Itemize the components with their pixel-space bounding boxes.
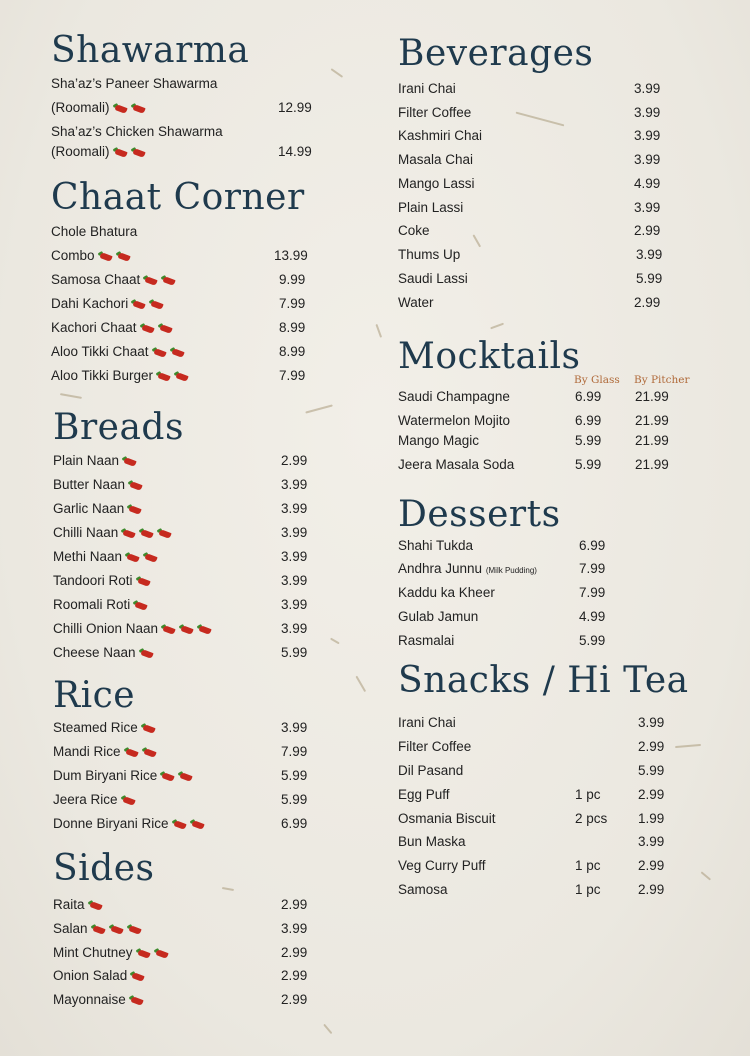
menu-item xyxy=(398,534,698,558)
item-name: Steamed Rice xyxy=(53,720,138,735)
item-price-pitcher: 21.99 xyxy=(635,389,669,404)
item-name: Filter Coffee xyxy=(398,739,472,754)
chili-pepper-icon xyxy=(178,771,193,781)
chili-pepper-icon xyxy=(174,371,189,381)
chili-pepper-icon xyxy=(113,103,128,113)
menu-item xyxy=(53,764,323,788)
section-desserts xyxy=(398,494,698,648)
chili-pepper-icon xyxy=(139,648,154,658)
chili-pepper-icon xyxy=(133,600,148,610)
item-name: Combo xyxy=(51,248,95,263)
menu-item xyxy=(398,581,698,605)
chili-pepper-icon xyxy=(127,924,142,934)
section-sides xyxy=(53,848,323,1007)
item-price: 3.99 xyxy=(634,200,661,215)
chili-pepper-icon xyxy=(125,552,140,562)
item-price: 2.99 xyxy=(281,968,308,983)
item-price: 6.99 xyxy=(579,538,606,553)
item-name: Filter Coffee xyxy=(398,105,472,120)
item-name: Dum Biryani Rice xyxy=(53,768,158,783)
item-name: Methi Naan xyxy=(53,549,123,564)
chili-pepper-icon xyxy=(131,103,146,113)
menu-item xyxy=(398,830,718,854)
item-name: Jeera Rice xyxy=(53,792,118,807)
item-name: Chole Bhatura xyxy=(51,224,138,239)
chili-pepper-icon xyxy=(170,347,185,357)
paper-fiber xyxy=(324,1024,333,1034)
chili-pepper-icon xyxy=(156,371,171,381)
menu-item xyxy=(398,605,698,629)
item-name: Aloo Tikki Chaat xyxy=(51,344,149,359)
chili-pepper-icon xyxy=(143,552,158,562)
item-name: Samosa xyxy=(398,882,448,897)
item-name: Sha’az’s Chicken Shawarma xyxy=(51,124,223,139)
section-snacks-hi-tea xyxy=(398,660,718,897)
item-name: Andhra Junnu xyxy=(398,561,483,576)
section-chaat-corner xyxy=(51,177,321,383)
section-shawarma xyxy=(51,30,321,159)
item-price: 12.99 xyxy=(278,100,312,115)
item-name: Masala Chai xyxy=(398,152,474,167)
column-header-by-glass: By Glass xyxy=(574,374,620,386)
item-name: Egg Puff xyxy=(398,787,450,802)
chili-pepper-icon xyxy=(130,971,145,981)
chili-pepper-icon xyxy=(121,795,136,805)
item-price: 3.99 xyxy=(634,105,661,120)
item-price: 3.99 xyxy=(638,715,665,730)
chili-pepper-icon xyxy=(127,504,142,514)
chili-pepper-icon xyxy=(143,275,158,285)
item-name: Kachori Chaat xyxy=(51,320,137,335)
item-price: 3.99 xyxy=(281,597,308,612)
item-name: Raita xyxy=(53,897,85,912)
chili-pepper-icon xyxy=(154,948,169,958)
item-price: 5.99 xyxy=(281,792,308,807)
chili-pepper-icon xyxy=(149,299,164,309)
chili-pepper-icon xyxy=(124,747,139,757)
paper-fiber xyxy=(60,393,82,398)
menu-item xyxy=(51,96,321,120)
item-name: Water xyxy=(398,295,434,310)
chili-pepper-icon xyxy=(109,924,124,934)
menu-item-name-line xyxy=(51,72,321,96)
item-price: 6.99 xyxy=(281,816,308,831)
menu-item xyxy=(53,893,323,917)
item-name: Osmania Biscuit xyxy=(398,811,496,826)
item-name: Watermelon Mojito xyxy=(398,413,511,428)
menu-item xyxy=(398,759,718,783)
menu-item xyxy=(51,244,321,268)
menu-item xyxy=(51,364,321,388)
menu-item xyxy=(51,268,321,292)
menu-item xyxy=(53,497,323,521)
section-title: Rice xyxy=(53,675,136,716)
item-price-glass: 5.99 xyxy=(575,457,602,472)
section-beverages xyxy=(398,33,698,310)
menu-item-name-line xyxy=(51,220,321,244)
item-name: Coke xyxy=(398,223,430,238)
item-price: 7.99 xyxy=(279,368,306,383)
item-name: Aloo Tikki Burger xyxy=(51,368,154,383)
item-name: Thums Up xyxy=(398,247,461,262)
item-name: Mandi Rice xyxy=(53,744,121,759)
section-rice xyxy=(53,675,323,831)
item-price-pitcher: 21.99 xyxy=(635,457,669,472)
chili-pepper-icon xyxy=(131,147,146,157)
item-price: 3.99 xyxy=(634,81,661,96)
item-price: 5.99 xyxy=(281,768,308,783)
chili-pepper-icon xyxy=(190,819,205,829)
item-price: 5.99 xyxy=(636,271,663,286)
menu-item xyxy=(398,711,718,735)
item-name: Donne Biryani Rice xyxy=(53,816,169,831)
menu-item xyxy=(398,429,708,453)
item-quantity: 1 pc xyxy=(575,858,601,873)
item-name: Plain Lassi xyxy=(398,200,464,215)
column-header-by-pitcher: By Pitcher xyxy=(634,374,690,386)
menu-item xyxy=(53,569,323,593)
item-price-glass: 6.99 xyxy=(575,413,602,428)
chili-pepper-icon xyxy=(88,900,103,910)
menu-item xyxy=(398,854,718,878)
item-price: 3.99 xyxy=(281,720,308,735)
item-price: 8.99 xyxy=(279,344,306,359)
menu-item xyxy=(53,617,323,641)
item-name: Tandoori Roti xyxy=(53,573,133,588)
item-price: 3.99 xyxy=(281,477,308,492)
menu-item xyxy=(51,316,321,340)
menu-item xyxy=(398,878,718,902)
item-name: Kashmiri Chai xyxy=(398,128,483,143)
menu-item xyxy=(398,172,698,196)
item-quantity: 1 pc xyxy=(575,787,601,802)
item-price: 2.99 xyxy=(634,295,661,310)
menu-item xyxy=(53,988,323,1012)
menu-item xyxy=(53,716,323,740)
chili-pepper-icon xyxy=(157,528,172,538)
menu-item xyxy=(53,473,323,497)
menu-item xyxy=(398,219,698,243)
chili-pepper-icon xyxy=(122,456,137,466)
chili-pepper-icon xyxy=(98,251,113,261)
item-price: 3.99 xyxy=(634,128,661,143)
item-name: Plain Naan xyxy=(53,453,120,468)
item-name: Rasmalai xyxy=(398,633,455,648)
menu-item xyxy=(398,124,698,148)
item-price: 7.99 xyxy=(579,561,606,576)
item-name: Bun Maska xyxy=(398,834,466,849)
item-price: 7.99 xyxy=(279,296,306,311)
item-name: Shahi Tukda xyxy=(398,538,474,553)
menu-item xyxy=(398,148,698,172)
section-title: Beverages xyxy=(398,33,594,74)
item-price-glass: 6.99 xyxy=(575,389,602,404)
item-name: Dil Pasand xyxy=(398,763,464,778)
chili-pepper-icon xyxy=(161,624,176,634)
menu-item xyxy=(398,243,698,267)
menu-item xyxy=(398,196,698,220)
chili-pepper-icon xyxy=(91,924,106,934)
item-name: Roomali Roti xyxy=(53,597,131,612)
menu-item xyxy=(398,629,698,653)
item-price: 3.99 xyxy=(281,501,308,516)
menu-item xyxy=(53,941,323,965)
menu-item xyxy=(398,735,718,759)
paper-fiber xyxy=(376,324,382,338)
item-name: Chilli Onion Naan xyxy=(53,621,159,636)
item-price: 2.99 xyxy=(281,945,308,960)
item-price-pitcher: 21.99 xyxy=(635,413,669,428)
chili-pepper-icon xyxy=(129,995,144,1005)
item-price: 2.99 xyxy=(638,739,665,754)
item-price: 2.99 xyxy=(281,992,308,1007)
menu-item xyxy=(398,385,708,409)
item-price: 2.99 xyxy=(281,453,308,468)
menu-item xyxy=(53,788,323,812)
item-name: Mint Chutney xyxy=(53,945,133,960)
chili-pepper-icon xyxy=(113,147,128,157)
item-price: 2.99 xyxy=(281,897,308,912)
item-name: Cheese Naan xyxy=(53,645,136,660)
chili-pepper-icon xyxy=(121,528,136,538)
section-title: Mocktails xyxy=(398,336,581,377)
item-price: 4.99 xyxy=(579,609,606,624)
section-title: Chaat Corner xyxy=(51,177,305,218)
item-price: 3.99 xyxy=(281,573,308,588)
paper-fiber xyxy=(356,676,366,692)
item-name: Sha’az’s Paneer Shawarma xyxy=(51,76,218,91)
menu-item xyxy=(53,545,323,569)
chili-pepper-icon xyxy=(139,528,154,538)
item-name: Onion Salad xyxy=(53,968,128,983)
section-title: Sides xyxy=(53,848,155,889)
menu-item xyxy=(398,267,698,291)
menu-item xyxy=(51,292,321,316)
item-price: 3.99 xyxy=(281,525,308,540)
section-title: Snacks / Hi Tea xyxy=(398,660,689,701)
item-name: (Roomali) xyxy=(51,144,110,159)
paper-fiber xyxy=(331,68,343,77)
item-price: 5.99 xyxy=(579,633,606,648)
item-name: Saudi Champagne xyxy=(398,389,510,404)
item-name: Irani Chai xyxy=(398,81,456,96)
item-price: 13.99 xyxy=(274,248,308,263)
chili-pepper-icon xyxy=(161,275,176,285)
menu-item xyxy=(53,593,323,617)
section-breads xyxy=(53,407,323,660)
item-price-pitcher: 21.99 xyxy=(635,433,669,448)
menu-item xyxy=(398,77,698,101)
menu-item xyxy=(53,917,323,941)
item-name: Samosa Chaat xyxy=(51,272,141,287)
chili-pepper-icon xyxy=(197,624,212,634)
section-title: Breads xyxy=(53,407,184,448)
item-name: Garlic Naan xyxy=(53,501,125,516)
item-price: 3.99 xyxy=(281,621,308,636)
chili-pepper-icon xyxy=(152,347,167,357)
item-price: 8.99 xyxy=(279,320,306,335)
item-name: Veg Curry Puff xyxy=(398,858,486,873)
item-price: 2.99 xyxy=(638,882,665,897)
item-price: 7.99 xyxy=(579,585,606,600)
item-price: 3.99 xyxy=(281,549,308,564)
item-name: Saudi Lassi xyxy=(398,271,468,286)
item-price: 4.99 xyxy=(634,176,661,191)
item-name: Salan xyxy=(53,921,88,936)
item-name: Irani Chai xyxy=(398,715,456,730)
item-quantity: 2 pcs xyxy=(575,811,608,826)
chili-pepper-icon xyxy=(131,299,146,309)
item-quantity: 1 pc xyxy=(575,882,601,897)
item-name: Dahi Kachori xyxy=(51,296,129,311)
item-note: (Milk Pudding) xyxy=(485,566,537,575)
chili-pepper-icon xyxy=(140,323,155,333)
item-name: Mango Lassi xyxy=(398,176,475,191)
menu-item xyxy=(398,807,718,831)
item-price: 3.99 xyxy=(638,834,665,849)
item-price: 2.99 xyxy=(638,787,665,802)
item-price: 5.99 xyxy=(281,645,308,660)
chili-pepper-icon xyxy=(128,480,143,490)
menu-item xyxy=(53,449,323,473)
menu-item xyxy=(51,340,321,364)
menu-item xyxy=(398,453,708,477)
item-price: 3.99 xyxy=(636,247,663,262)
item-price: 9.99 xyxy=(279,272,306,287)
chili-pepper-icon xyxy=(158,323,173,333)
item-name: Chilli Naan xyxy=(53,525,119,540)
menu-item xyxy=(398,101,698,125)
item-price: 2.99 xyxy=(634,223,661,238)
item-name: Mayonnaise xyxy=(53,992,126,1007)
item-price: 3.99 xyxy=(634,152,661,167)
item-price: 7.99 xyxy=(281,744,308,759)
paper-fiber xyxy=(330,638,339,644)
menu-item xyxy=(53,641,323,665)
section-title: Shawarma xyxy=(51,30,250,71)
menu-item xyxy=(398,557,698,581)
item-name: Jeera Masala Soda xyxy=(398,457,515,472)
item-name: Gulab Jamun xyxy=(398,609,479,624)
item-price: 14.99 xyxy=(278,144,312,159)
paper-fiber xyxy=(490,323,504,329)
item-price: 5.99 xyxy=(638,763,665,778)
menu-item xyxy=(53,740,323,764)
item-name: Kaddu ka Kheer xyxy=(398,585,495,600)
menu-item xyxy=(53,964,323,988)
chili-pepper-icon xyxy=(160,771,175,781)
menu-item xyxy=(398,783,718,807)
item-price: 3.99 xyxy=(281,921,308,936)
item-price: 1.99 xyxy=(638,811,665,826)
chili-pepper-icon xyxy=(142,747,157,757)
chili-pepper-icon xyxy=(141,723,156,733)
item-price-glass: 5.99 xyxy=(575,433,602,448)
menu-item xyxy=(53,812,323,836)
menu-item xyxy=(53,521,323,545)
item-name: (Roomali) xyxy=(51,100,110,115)
item-name: Butter Naan xyxy=(53,477,126,492)
section-mocktails xyxy=(398,336,708,472)
chili-pepper-icon xyxy=(136,576,151,586)
chili-pepper-icon xyxy=(116,251,131,261)
chili-pepper-icon xyxy=(172,819,187,829)
item-name: Mango Magic xyxy=(398,433,480,448)
chili-pepper-icon xyxy=(179,624,194,634)
menu-item xyxy=(398,291,698,315)
item-price: 2.99 xyxy=(638,858,665,873)
menu-item xyxy=(51,140,321,164)
chili-pepper-icon xyxy=(136,948,151,958)
section-title: Desserts xyxy=(398,494,561,535)
